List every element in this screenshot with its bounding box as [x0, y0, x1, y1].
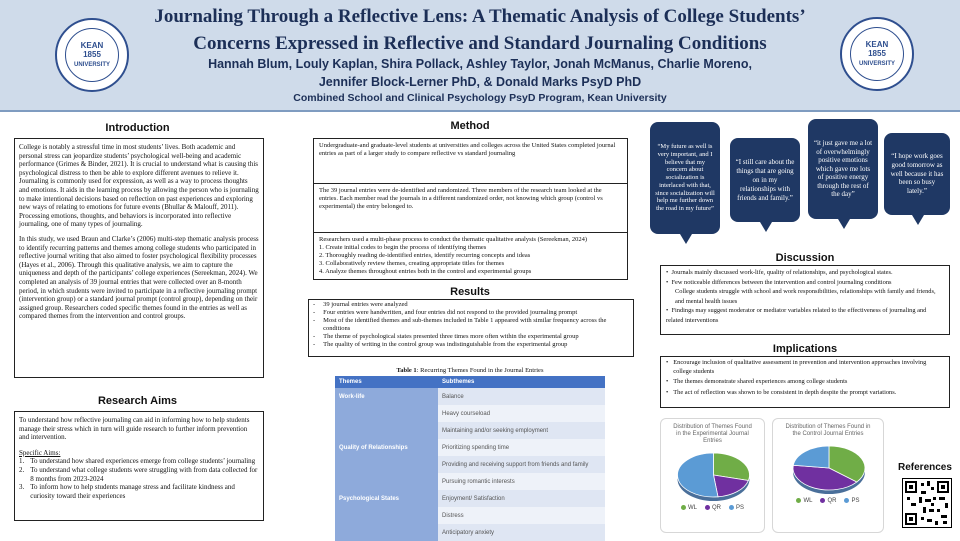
- theme-cell: [335, 524, 438, 541]
- pie-legend: [773, 498, 883, 504]
- method-step: 1. Create initial codes to begin the process of identifying themes: [319, 244, 487, 251]
- specific-aims-label: Specific Aims:: [19, 448, 61, 457]
- theme-cell: Quality of Relationships: [335, 439, 438, 456]
- legend-item-wl: [681, 505, 697, 511]
- references-qr-code[interactable]: [902, 478, 952, 528]
- theme-cell: [335, 405, 438, 422]
- subtheme-cell: Heavy courseload: [438, 405, 605, 422]
- discussion-item: • Findings may suggest moderator or mediator variables related to the effectiveness of journaling and related interventions: [666, 307, 927, 324]
- table-row: [335, 473, 605, 490]
- results-heading: Results: [450, 286, 490, 298]
- legend-dot: [820, 498, 825, 503]
- theme-cell: [335, 507, 438, 524]
- introduction-paragraph-2: In this study, we used Braun and Clarke’s (2006) multi-step thematic analysis process to identify recurring patterns and themes among college students who participated in reflective journal writing that also aimed to foster psychological flexibility processes (Hayes et al., 2006). Through this qualitative analysis, we aim to capture the uniqueness and depth of the participants’ college experiences (Sereekman, 2024). We completed an analysis of 39 journal entries that were collected over an 8-month period, in which students were invited to participate in a reflective journaling prompt (intervention group) or a standard journal prompt (control group), depending on their assigned group. Researchers coded specific themes found in the entries as well as compared themes from the intervention and control groups.: [19, 234, 259, 321]
- legend-item-wl: [796, 498, 812, 504]
- introduction-paragraph-1: College is notably a stressful time in most students’ lives. Both academic and personal stress can jeopardize students’ psychological well-being and academic performance (Grimes & Binder, 2021). It is crucial to understand what is causing this psychological distress to then be able to explore different avenues to relieve it. Journaling is commonly used for expression, as well as a way to process thoughts and emotions. It aids in the learning process by allowing the person who is journaling to make intentional decisions based on reflection on past experiences and exploring new ways of relating to emotions for future events (Bhullar & Malouff, 2011). Processing emotions, thoughts, and behaviors is incorporated into reflective journaling, one of many types of journaling.: [19, 143, 259, 229]
- subtheme-cell: Distress: [438, 507, 605, 524]
- quote-bubble: “My future as well is very important, and I believe that my concern about socialization is interlaced with that, since socialization will help me further down the road in my future”: [650, 122, 720, 234]
- legend-label: QR: [711, 505, 721, 512]
- research-aims-heading: Research Aims: [97, 395, 178, 407]
- legend-label: PS: [735, 505, 744, 512]
- table-row: [335, 439, 605, 456]
- legend-dot: [796, 498, 801, 503]
- implications-item: • The act of reflection was shown to be consistent in depth despite the prompt variations.: [666, 388, 897, 396]
- table-row: [335, 388, 605, 405]
- implications-item: • Encourage inclusion of qualitative assessment in prevention and intervention approaches involving college students: [666, 359, 927, 375]
- theme-cell: [335, 422, 438, 439]
- introduction-heading: Introduction: [105, 122, 170, 134]
- pie-slice-ps: [793, 446, 829, 468]
- quote-bubble: “I still care about the things that are going on in my relationships with friends and family.”: [730, 138, 800, 222]
- subtheme-cell: Enjoyment/ Satisfaction: [438, 490, 605, 507]
- theme-cell: [335, 473, 438, 490]
- subtheme-cell: Maintaining and/or seeking employment: [438, 422, 605, 439]
- pie-chart-experimental: [660, 418, 765, 533]
- table-row: [335, 507, 605, 524]
- pie-legend: [661, 505, 764, 511]
- aim-item: 2. To understand what college students were struggling with from data collected for 8 months from 2023-2024: [19, 465, 258, 483]
- method-step-box-3: Researchers used a multi-phase process to conduct the thematic qualitative analysis (Sereekman, 2024) 1. Create initial codes to begin the process of identifying themes 2. Thoroughly reading de-identified entries, identify recurring concepts and ideas 3. Collaboratively review themes, creating appropriate titles for themes 4. Analyze themes throughout entries both in the control and experimental groups: [314, 233, 627, 299]
- affiliation: Combined School and Clinical Psychology PsyD Program, Kean University: [293, 92, 667, 104]
- legend-dot: [681, 505, 686, 510]
- pie-chart-control: [772, 418, 884, 533]
- legend-label: QR: [827, 498, 837, 505]
- references-heading: References: [898, 462, 952, 473]
- method-step: 3. Collaboratively review themes, creating appropriate titles for themes: [319, 260, 505, 267]
- aim-item: 3. To inform how to help students manage stress and facilitate kindness and curiosity toward their experiences: [19, 483, 235, 500]
- table-row: [335, 405, 605, 422]
- quote-bubble: “I hope work goes good tomorrow as well because it has been so busy lately.”: [884, 133, 950, 215]
- kean-logo-left: KEAN 1855 UNIVERSITY: [55, 18, 129, 92]
- legend-label: WL: [687, 505, 697, 512]
- results-item: - 39 journal entries were analyzed: [313, 301, 408, 308]
- legend-dot: [844, 498, 849, 503]
- implications-item: • The themes demonstrate shared experiences among college students: [666, 378, 848, 385]
- subtheme-cell: Providing and receiving support from friends and family: [438, 456, 605, 473]
- author-list: Hannah Blum, Louly Kaplan, Shira Pollack, Ashley Taylor, Jonah McManus, Charlie Moreno, Jennifer Block-Lerner PhD, & Donald Marks PsyD PhD: [208, 57, 752, 89]
- introduction-box: [14, 138, 264, 378]
- pie-svg: [773, 438, 885, 498]
- table-caption: Table 1: Recurring Themes Found in the Journal Entries: [396, 367, 544, 374]
- table-row: [335, 524, 605, 541]
- aim-item: 1. To understand how shared experiences emerge from college students’ journaling: [19, 457, 256, 466]
- pie-title: Distribution of Themes Found in the Experimental Journal Entries: [673, 424, 752, 444]
- method-step: 2. Thoroughly reading de-identified entries, identify recurring concepts and ideas: [319, 252, 531, 259]
- kean-logo-right: KEAN 1855 UNIVERSITY: [840, 17, 914, 91]
- table-row: [335, 456, 605, 473]
- poster-title: Journaling Through a Reflective Lens: A Thematic Analysis of College Students’ Concerns Expressed in Reflective and Standard Journaling Conditions: [154, 6, 806, 54]
- method-step: 4. Analyze themes throughout entries both in the control and experimental groups: [319, 268, 532, 275]
- subtheme-cell: Pursuing romantic interests: [438, 473, 605, 490]
- legend-item-qr: [820, 498, 836, 504]
- discussion-heading: Discussion: [775, 252, 835, 264]
- legend-label: WL: [803, 498, 813, 505]
- discussion-box: [660, 265, 950, 335]
- themes-table: [335, 376, 605, 541]
- discussion-item: • Few noticeable differences between the intervention and control journaling conditions: [666, 278, 892, 286]
- legend-item-ps: [844, 498, 859, 504]
- legend-label: PS: [851, 498, 860, 505]
- quote-bubble: “it just gave me a lot of overwhelmingly positive emotions which gave me lots of positive energy through the rest of the day”: [808, 119, 878, 219]
- method-step-box-1: Undergraduate-and graduate-level students at universities and colleges across the United States completed journal entries as part of a larger study to compare reflective vs standard journaling: [314, 139, 627, 184]
- quote-bubble-tail: [912, 215, 924, 225]
- implications-box: [660, 356, 950, 408]
- subtheme-cell: Prioritizing spending time: [438, 439, 605, 456]
- quote-bubble-tail: [838, 219, 850, 229]
- pie-title: Distribution of Themes Found in the Control Journal Entries: [785, 424, 871, 437]
- method-heading: Method: [450, 120, 490, 132]
- pie-svg: [661, 445, 766, 505]
- implications-heading: Implications: [772, 343, 838, 355]
- quote-bubble-tail: [680, 234, 692, 244]
- legend-dot: [729, 505, 734, 510]
- research-aims-box: [14, 411, 264, 521]
- legend-item-ps: [729, 505, 744, 511]
- legend-item-qr: [705, 505, 721, 511]
- discussion-item-continued: College students struggle with school and work responsibilities, relationships with family and friends, and mental health issues: [675, 288, 936, 305]
- table-row: [335, 422, 605, 439]
- table-header-cell: Themes: [339, 379, 362, 385]
- theme-cell: Psychological States: [335, 490, 438, 507]
- method-step-box-2: The 39 journal entries were de-identified and randomized. Three members of the research team looked at the entries. Each member read the journals in a different randomized order, not knowing which group (control vs experimental) the entry belonged to.: [314, 184, 627, 233]
- table-row: [335, 490, 605, 507]
- aims-intro: To understand how reflective journaling can aid in informing how to help students manage their stress which in turn will guide research to further inform prevention and intervention.: [19, 416, 250, 442]
- discussion-item: • Journals mainly discussed work-life, quality of relationships, and psychological states.: [666, 269, 893, 276]
- results-item: - The theme of psychological states presented three times more often within the experimental group: [313, 332, 579, 340]
- theme-cell: Work-life: [335, 388, 438, 405]
- subtheme-cell: Balance: [438, 388, 605, 405]
- subtheme-cell: Anticipatory anxiety: [438, 524, 605, 541]
- results-item: - Most of the identified themes and sub-themes included in Table 1 appeared with similar frequency across the conditions: [313, 316, 607, 332]
- results-box: [308, 299, 634, 357]
- theme-cell: [335, 456, 438, 473]
- quote-bubble-tail: [760, 222, 772, 232]
- legend-dot: [705, 505, 710, 510]
- results-item: - Four entries were handwritten, and four entries did not respond to the provided journaling prompt: [313, 308, 578, 316]
- method-box: [313, 138, 628, 280]
- table-header-cell: Subthemes: [442, 379, 475, 385]
- results-item: - The quality of writing in the control group was indistinguishable from the experimental group: [313, 340, 568, 348]
